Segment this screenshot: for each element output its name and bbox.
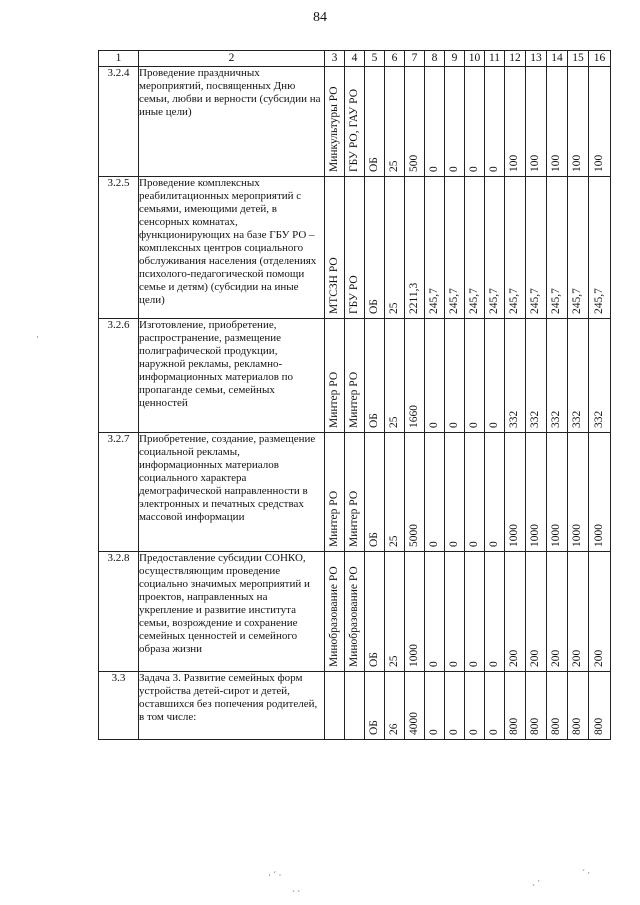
participant [345, 67, 365, 177]
year-amount [568, 318, 589, 433]
funding-source [365, 672, 385, 740]
year-amount [505, 551, 526, 672]
year-amount [465, 318, 485, 433]
total-amount [405, 672, 425, 740]
item-number: 3.3 [99, 672, 139, 740]
year-amount-text: 0 [487, 729, 500, 735]
code-cell [385, 551, 405, 672]
year-amount-text: 200 [550, 650, 562, 668]
scan-speck: · ˊ · [268, 870, 282, 880]
funding-source-text: ОБ [367, 652, 380, 668]
year-amount-text: 245,7 [529, 287, 541, 314]
participant-text: ГБУ РО [347, 274, 360, 314]
total-amount [405, 67, 425, 177]
participant [345, 433, 365, 552]
year-amount [465, 551, 485, 672]
year-amount-text: 0 [487, 661, 500, 668]
year-amount [445, 177, 465, 318]
code-cell [385, 67, 405, 177]
total-amount [405, 433, 425, 552]
year-amount-text: 0 [467, 729, 480, 735]
year-amount-text: 1000 [592, 523, 605, 547]
col-header: 1 [99, 51, 139, 67]
year-amount [485, 318, 505, 433]
year-amount-text: 0 [467, 422, 480, 429]
responsible-executor [325, 67, 345, 177]
year-amount [526, 672, 547, 740]
year-amount-text: 332 [571, 410, 583, 429]
code-cell-text: 25 [387, 160, 400, 173]
year-amount [589, 433, 611, 552]
item-description: Приобретение, создание, размещение социальной рекламы, информационных материалов социального характера демографической направленности в электронных и печатных средствах массовой информации [139, 433, 325, 552]
year-amount [505, 67, 526, 177]
code-cell [385, 318, 405, 433]
year-amount-text: 332 [592, 410, 605, 429]
year-amount-text: 200 [508, 650, 520, 668]
year-amount [425, 318, 445, 433]
participant [345, 672, 365, 740]
responsible-executor [325, 672, 345, 740]
year-amount [568, 551, 589, 672]
year-amount [547, 67, 568, 177]
year-amount [505, 177, 526, 318]
year-amount [485, 433, 505, 552]
year-amount-text: 0 [447, 422, 460, 429]
year-amount [505, 672, 526, 740]
responsible-executor [325, 177, 345, 318]
year-amount-text: 245,7 [592, 287, 605, 314]
year-amount [425, 433, 445, 552]
year-amount-text: 0 [427, 541, 440, 547]
year-amount [445, 67, 465, 177]
item-number: 3.2.5 [99, 177, 139, 318]
table-row [99, 672, 611, 740]
table-row [99, 67, 611, 177]
code-cell-text: 25 [387, 535, 400, 547]
year-amount [445, 672, 465, 740]
year-amount [505, 318, 526, 433]
year-amount [465, 433, 485, 552]
col-header: 10 [465, 51, 485, 67]
col-header: 7 [405, 51, 425, 67]
funding-source [365, 67, 385, 177]
funding-source [365, 551, 385, 672]
code-cell [385, 433, 405, 552]
col-header: 13 [526, 51, 547, 67]
year-amount [485, 67, 505, 177]
header-row [99, 51, 611, 67]
funding-source-text: ОБ [367, 298, 380, 314]
year-amount-text: 100 [550, 155, 562, 173]
program-table [98, 50, 611, 740]
funding-source [365, 318, 385, 433]
year-amount [465, 177, 485, 318]
scan-speck: ˊ · [582, 868, 591, 878]
responsible-executor-text: МТСЗН РО [327, 256, 340, 314]
year-amount [425, 551, 445, 672]
year-amount-text: 245,7 [427, 287, 440, 314]
col-header: 3 [325, 51, 345, 67]
year-amount-text: 1000 [550, 523, 562, 547]
year-amount [568, 672, 589, 740]
year-amount [526, 433, 547, 552]
participant-text: Минтер РО [347, 490, 360, 547]
year-amount-text: 0 [427, 166, 440, 173]
year-amount-text: 245,7 [508, 287, 520, 314]
total-amount [405, 318, 425, 433]
item-number: 3.2.6 [99, 318, 139, 433]
year-amount-text: 0 [487, 422, 500, 429]
year-amount [425, 177, 445, 318]
year-amount [526, 177, 547, 318]
year-amount [568, 177, 589, 318]
code-cell-text: 25 [387, 302, 400, 314]
year-amount [589, 318, 611, 433]
table-row [99, 318, 611, 433]
year-amount-text: 200 [592, 650, 605, 668]
table-row [99, 433, 611, 552]
col-header: 8 [425, 51, 445, 67]
total-amount-text: 2211,3 [407, 282, 420, 314]
item-number: 3.2.7 [99, 433, 139, 552]
year-amount-text: 100 [571, 155, 583, 173]
year-amount-text: 100 [508, 155, 520, 173]
total-amount-text: 4000 [407, 712, 420, 735]
year-amount-text: 800 [529, 717, 541, 735]
year-amount-text: 332 [529, 410, 541, 429]
year-amount-text: 332 [550, 410, 562, 429]
year-amount-text: 0 [447, 729, 460, 735]
responsible-executor-text: Минобразование РО [327, 566, 340, 668]
col-header: 11 [485, 51, 505, 67]
participant-text: ГБУ РО, ГАУ РО [347, 89, 360, 173]
year-amount [465, 672, 485, 740]
year-amount-text: 1000 [508, 523, 520, 547]
col-header: 5 [365, 51, 385, 67]
participant [345, 318, 365, 433]
item-description: Проведение комплексных реабилитационных мероприятий с семьями, имеющими детей, в сенсорных комнатах, функционирующих на базе ГБУ РО – комплексных центров социального обслуживания населения (отделениях психолого-педагогической помощи семье и детям) (субсидии на иные цели) [139, 177, 325, 318]
page-number: 84 [313, 10, 327, 25]
table-row [99, 177, 611, 318]
col-header: 2 [139, 51, 325, 67]
code-cell-text: 25 [387, 416, 400, 429]
responsible-executor [325, 551, 345, 672]
funding-source [365, 177, 385, 318]
year-amount-text: 800 [571, 717, 583, 735]
year-amount [505, 433, 526, 552]
year-amount [425, 672, 445, 740]
year-amount [568, 433, 589, 552]
year-amount-text: 100 [592, 155, 605, 173]
year-amount-text: 245,7 [550, 287, 562, 314]
item-description: Проведение праздничных мероприятий, посвященных Дню семьи, любви и верности (субсидии на иные цели) [139, 67, 325, 177]
year-amount-text: 0 [467, 541, 480, 547]
year-amount-text: 0 [427, 729, 440, 735]
funding-source-text: ОБ [367, 720, 380, 735]
year-amount [589, 672, 611, 740]
funding-source-text: ОБ [367, 157, 380, 173]
col-header: 4 [345, 51, 365, 67]
year-amount-text: 0 [427, 661, 440, 668]
year-amount-text: 245,7 [447, 287, 460, 314]
item-description: Задача 3. Развитие семейных форм устройства детей-сирот и детей, оставшихся без попечения родителей, в том числе: [139, 672, 325, 740]
year-amount-text: 1000 [571, 523, 583, 547]
funding-source-text: ОБ [367, 413, 380, 429]
year-amount [465, 67, 485, 177]
funding-source-text: ОБ [367, 531, 380, 547]
year-amount [547, 551, 568, 672]
col-header: 6 [385, 51, 405, 67]
participant [345, 177, 365, 318]
year-amount-text: 800 [550, 717, 562, 735]
year-amount [547, 177, 568, 318]
year-amount-text: 0 [427, 422, 440, 429]
participant-text: Минтер РО [347, 372, 360, 429]
item-description: Предоставление субсидии СОНКО, осуществляющим проведение социально значимых мероприятий и проектов, направленных на укрепление и развитие института семьи, возрождение и сохранение семейных ценностей и семейного образа жизни [139, 551, 325, 672]
scan-speck: · [36, 332, 39, 342]
responsible-executor-text: Минтер РО [327, 372, 340, 429]
responsible-executor-text: Минкультуры РО [327, 86, 340, 173]
year-amount-text: 245,7 [467, 287, 480, 314]
code-cell [385, 672, 405, 740]
year-amount-text: 800 [508, 717, 520, 735]
year-amount [547, 672, 568, 740]
year-amount-text: 200 [529, 650, 541, 668]
item-number: 3.2.4 [99, 67, 139, 177]
code-cell-text: 25 [387, 655, 400, 668]
total-amount-text: 5000 [407, 523, 420, 547]
col-header: 16 [589, 51, 611, 67]
col-header: 15 [568, 51, 589, 67]
year-amount [589, 551, 611, 672]
year-amount [526, 551, 547, 672]
year-amount [589, 67, 611, 177]
total-amount-text: 1660 [407, 405, 420, 429]
year-amount [485, 177, 505, 318]
year-amount [547, 433, 568, 552]
year-amount-text: 0 [487, 166, 500, 173]
year-amount-text: 0 [487, 541, 500, 547]
responsible-executor [325, 433, 345, 552]
code-cell-text: 26 [387, 723, 400, 735]
year-amount-text: 0 [447, 166, 460, 173]
table-row [99, 551, 611, 672]
responsible-executor-text: Минтер РО [327, 490, 340, 547]
year-amount [589, 177, 611, 318]
year-amount [547, 318, 568, 433]
year-amount-text: 800 [592, 717, 605, 735]
funding-source [365, 433, 385, 552]
item-number: 3.2.8 [99, 551, 139, 672]
participant [345, 551, 365, 672]
year-amount-text: 100 [529, 155, 541, 173]
year-amount [445, 551, 465, 672]
year-amount [445, 433, 465, 552]
year-amount [526, 318, 547, 433]
item-description: Изготовление, приобретение, распространение, размещение полиграфической продукции, наружной рекламы, рекламно-информационных материалов по пропаганде семьи, семейных ценностей [139, 318, 325, 433]
year-amount-text: 0 [447, 661, 460, 668]
scan-speck: ˎ · [532, 876, 541, 886]
total-amount [405, 177, 425, 318]
year-amount-text: 0 [467, 661, 480, 668]
code-cell [385, 177, 405, 318]
year-amount-text: 245,7 [487, 287, 500, 314]
total-amount-text: 500 [407, 155, 420, 173]
year-amount [485, 672, 505, 740]
total-amount-text: 1000 [407, 644, 420, 668]
year-amount-text: 0 [447, 541, 460, 547]
year-amount-text: 245,7 [571, 287, 583, 314]
col-header: 12 [505, 51, 526, 67]
year-amount [425, 67, 445, 177]
year-amount-text: 200 [571, 650, 583, 668]
col-header: 14 [547, 51, 568, 67]
year-amount [445, 318, 465, 433]
year-amount [526, 67, 547, 177]
year-amount [485, 551, 505, 672]
year-amount-text: 0 [467, 166, 480, 173]
total-amount [405, 551, 425, 672]
col-header: 9 [445, 51, 465, 67]
scan-speck: ˏ ˎ [292, 882, 301, 892]
year-amount-text: 1000 [529, 523, 541, 547]
responsible-executor [325, 318, 345, 433]
year-amount [568, 67, 589, 177]
participant-text: Минобразование РО [347, 566, 360, 668]
year-amount-text: 332 [508, 410, 520, 429]
